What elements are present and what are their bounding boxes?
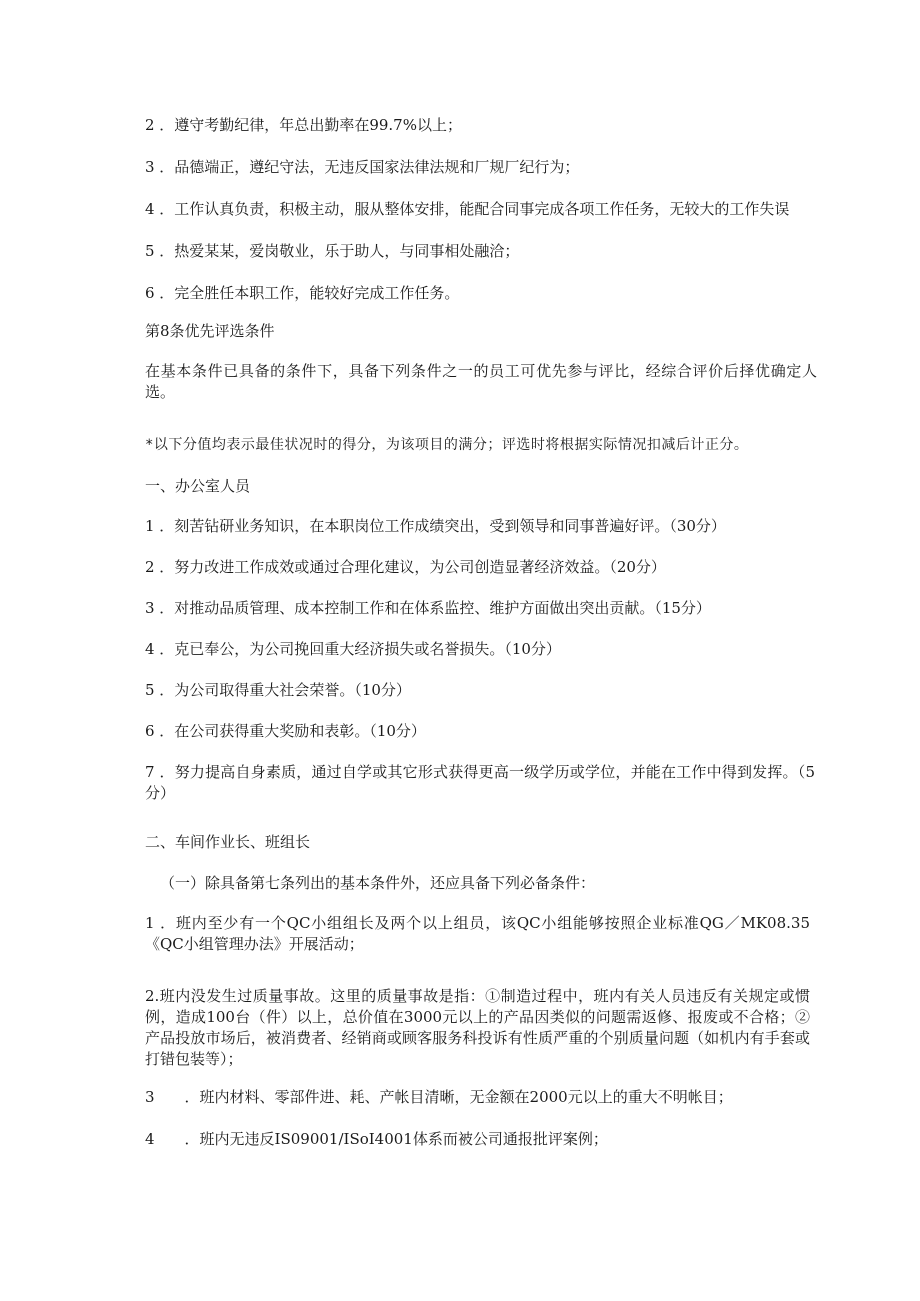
office-item-5: 5 ．为公司取得重大社会荣誉。（10分）	[145, 681, 411, 699]
workshop-heading: 二、车间作业长、班组长	[145, 833, 311, 851]
workshop-item-4: 4 ．班内无违反IS09001/ISoI4001体系而被公司通报批评案例；	[145, 1130, 608, 1148]
basic-condition-4: 4 ．工作认真负责，积极主动，服从整体安排，能配合同事完成各项工作任务，无较大的工作失误	[145, 200, 790, 218]
office-item-4: 4 ．克已奉公，为公司挽回重大经济损失或名誉损失。（10分）	[145, 640, 561, 658]
office-item-2: 2 ．努力改进工作成效或通过合理化建议，为公司创造显著经济效益。（20分）	[145, 558, 666, 576]
workshop-item-2: 2.班内没发生过质量事故。这里的质量事故是指：①制造过程中，班内有关人员违反有关规定或惯例，造成100台（件）以上，总价值在3000元以上的产品因类似的问题需返修、报废或不合格；②产品投放市场后，被消费者、经销商或顾客服务科投诉有性质严重的个别质量问题（如机内有手套或打错包装等）；	[145, 987, 810, 1068]
office-item-6: 6 ．在公司获得重大奖励和表彰。（10分）	[145, 722, 426, 740]
article-8-intro: 在基本条件已具备的条件下，具备下列条件之一的员工可优先参与评比，经综合评价后择优确定人选。	[145, 362, 817, 401]
office-item-7: 7 ．努力提高自身素质，通过自学或其它形式获得更高一级学历或学位，并能在工作中得到发挥。（5分）	[145, 763, 815, 802]
office-heading: 一、办公室人员	[145, 477, 251, 495]
workshop-sub-heading: （一）除具备第七条列出的基本条件外，还应具备下列必备条件：	[160, 874, 596, 892]
basic-condition-2: 2 ．遵守考勤纪律，年总出勤率在99.7%以上；	[145, 116, 462, 134]
basic-condition-3: 3 ．品德端正，遵纪守法，无违反国家法律法规和厂规厂纪行为；	[145, 158, 580, 176]
office-item-1: 1 ．刻苦钻研业务知识，在本职岗位工作成绩突出，受到领导和同事普遍好评。（30分）	[145, 517, 726, 535]
article-8-title: 第8条优先评选条件	[145, 322, 275, 340]
basic-condition-6: 6 ．完全胜任本职工作，能较好完成工作任务。	[145, 284, 460, 302]
workshop-item-3: 3 ．班内材料、零部件进、耗、产帐目清晰，无金额在2000元以上的重大不明帐目；	[145, 1088, 733, 1106]
office-item-3: 3 ．对推动品质管理、成本控制工作和在体系监控、维护方面做出突出贡献。（15分）	[145, 599, 711, 617]
basic-condition-5: 5 ．热爱某某，爱岗敬业，乐于助人，与同事相处融洽；	[145, 242, 520, 260]
workshop-item-1: 1 ．班内至少有一个QC小组组长及两个以上组员，该QC小组能够按照企业标准QG／MK08.35《QC小组管理办法》开展活动；	[145, 914, 810, 953]
scoring-note: *以下分值均表示最佳状况时的得分，为该项目的满分；评选时将根据实际情况扣减后计正分。	[145, 437, 749, 453]
